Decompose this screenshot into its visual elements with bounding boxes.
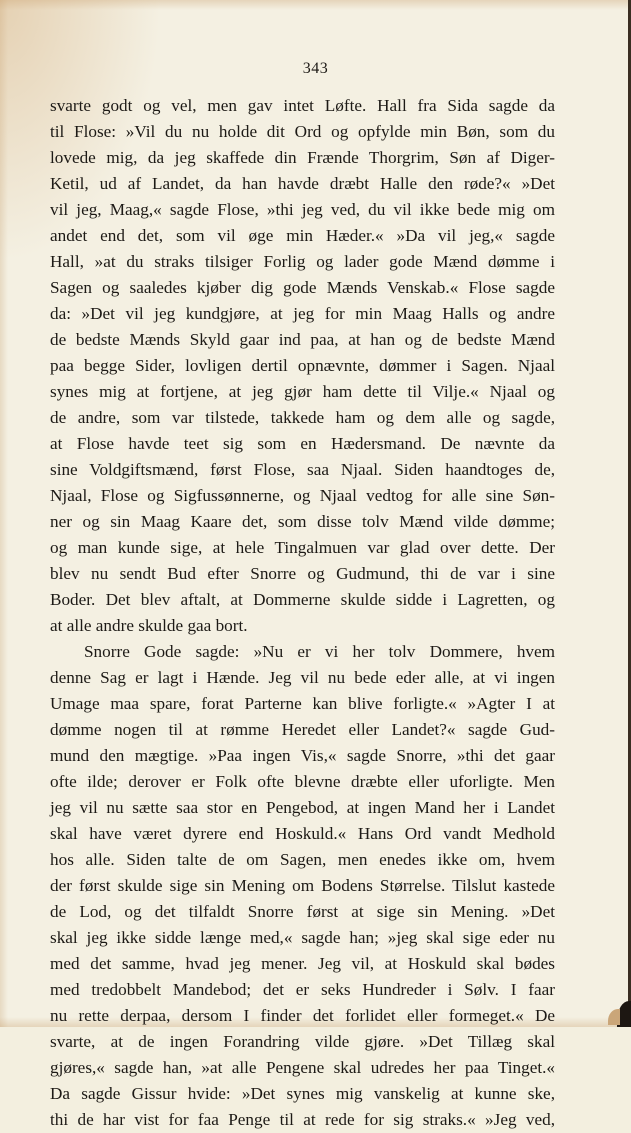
text-line: andet end det, som vil øge min Hæder.« »Da vil jeg,« sagde <box>50 226 555 245</box>
text-line: Ketil, ud af Landet, da han havde dræbt Halle den røde?« »Det <box>50 174 555 193</box>
text-line: de andre, som var tilstede, takkede ham og dem alle og sagde, <box>50 408 555 427</box>
text-line: ofte ilde; derover er Folk ofte blevne dræbte eller uforligte. Men <box>50 772 555 791</box>
text-line: skal jeg ikke sidde længe med,« sagde han; »jeg skal sige eder nu <box>50 928 555 947</box>
text-line: at Flose havde teet sig som en Hædersmand. De nævnte da <box>50 434 555 453</box>
text-line: nu rette derpaa, dersom I finder det forlidet eller formeget.« De <box>50 1006 555 1025</box>
paragraph-end-line: at alle andre skulde gaa bort. <box>50 616 248 635</box>
text-line: de bedste Mænds Skyld gaar ind paa, at han og de bedste Mænd <box>50 330 555 349</box>
text-line: Sagen og saaledes kjøber dig gode Mænds Venskab.« Flose sagde <box>50 278 555 297</box>
text-line: med det samme, hvad jeg mener. Jeg vil, at Hoskuld skal bødes <box>50 954 555 973</box>
text-line: dømme nogen til at rømme Heredet eller Landet?« sagde Gud- <box>50 720 555 739</box>
text-line: Boder. Det blev aftalt, at Dommerne skulde sidde i Lagretten, og <box>50 590 555 609</box>
text-line: denne Sag er lagt i Hænde. Jeg vil nu bede eder alle, at vi ingen <box>50 668 555 687</box>
folded-corner <box>617 1001 631 1027</box>
text-line: lovede mig, da jeg skaffede din Frænde Thorgrim, Søn af Diger- <box>50 148 555 167</box>
page-number: 343 <box>302 60 329 77</box>
text-line: paa begge Sider, lovligen dertil opnævnte, dømmer i Sagen. Njaal <box>50 356 555 375</box>
text-line: thi de har vist for faa Penge til at rede for sig straks.« »Jeg ved, <box>50 1110 555 1129</box>
text-line: da: »Det vil jeg kundgjøre, at jeg for min Maag Halls og andre <box>50 304 555 323</box>
text-line: vil jeg, Maag,« sagde Flose, »thi jeg ved, du vil ikke bede mig om <box>50 200 555 219</box>
text-line: jeg vil nu sætte saa stor en Pengebod, at ingen Mand her i Landet <box>50 798 555 817</box>
text-line: ner og sin Maag Kaare det, som disse tolv Mænd vilde dømme; <box>50 512 555 531</box>
text-line: til Flose: »Vil du nu holde dit Ord og opfylde min Bøn, som du <box>50 122 555 141</box>
text-line: synes mig at fortjene, at jeg gjør ham dette til Vilje.« Njaal og <box>50 382 555 401</box>
text-line: svarte, at de ingen Forandring vilde gjøre. »Det Tillæg skal <box>50 1032 555 1051</box>
text-line: de Lod, og det tilfaldt Snorre først at sige sin Mening. »Det <box>50 902 555 921</box>
text-line: skal have været dyrere end Hoskuld.« Hans Ord vandt Medhold <box>50 824 555 843</box>
text-line: Umage maa spare, forat Parterne kan blive forligte.« »Agter I at <box>50 694 555 713</box>
text-line: mund den mægtige. »Paa ingen Vis,« sagde Snorre, »thi det gaar <box>50 746 555 765</box>
body-text <box>50 93 555 1133</box>
text-line: sine Voldgiftsmænd, først Flose, saa Njaal. Siden haandtoges de, <box>50 460 555 479</box>
text-line: der først skulde sige sin Mening om Bodens Størrelse. Tilslut kastede <box>50 876 555 895</box>
text-line: Njaal, Flose og Sigfussønnerne, og Njaal vedtog for alle sine Søn- <box>50 486 555 505</box>
text-line: og man kunde sige, at hele Tingalmuen var glad over dette. Der <box>50 538 555 557</box>
text-line: svarte godt og vel, men gav intet Løfte. Hall fra Sida sagde da <box>50 96 555 115</box>
text-line: Hall, »at du straks tilsiger Forlig og lader gode Mænd dømme i <box>50 252 555 271</box>
text-line: hos alle. Siden talte de om Sagen, men enedes ikke om, hvem <box>50 850 555 869</box>
text-line: Da sagde Gissur hvide: »Det synes mig vanskelig at kunne ske, <box>50 1084 555 1103</box>
text-line: gjøres,« sagde han, »at alle Pengene skal udredes her paa Tinget.« <box>50 1058 555 1077</box>
text-line: med tredobbelt Mandebod; det er seks Hundreder i Sølv. I faar <box>50 980 555 999</box>
text-line: blev nu sendt Bud efter Snorre og Gudmund, thi de var i sine <box>50 564 555 583</box>
paragraph-start-line: Snorre Gode sagde: »Nu er vi her tolv Dommere, hvem <box>84 642 555 661</box>
